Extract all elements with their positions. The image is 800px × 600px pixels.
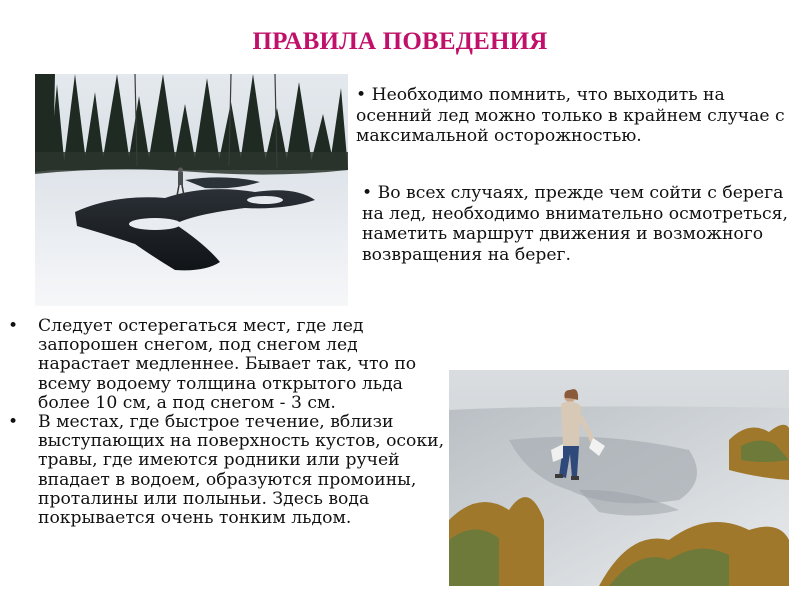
list-item — [8, 317, 448, 413]
list-item — [8, 413, 448, 528]
bullet-marker: • — [8, 412, 19, 433]
bullet-marker: • — [8, 316, 19, 336]
page-title: ПРАВИЛА ПОВЕДЕНИЯ — [252, 28, 548, 55]
paragraph-caution: • Необходимо помнить, что выходить на осенний лед можно только в крайнем случае с максимальной осторожностью. — [356, 85, 785, 146]
photo-frozen-forest-river — [35, 74, 348, 306]
list-item-text: В местах, где быстрое течение, вблизи выступающих на поверхность кустов, осоки, травы, где имеются родники или ручей впадает в водоем, образуются промоины, проталины или полыньи. Здесь вода покрывается очень тонким льдом. — [38, 412, 445, 529]
photo-person-on-thin-ice — [449, 370, 789, 586]
bullet-list — [8, 317, 448, 528]
list-item-text: Следует остерегаться мест, где лед запорошен снегом, под снегом лед нарастает медленнее. Бывает так, что по всему водоему толщина открытого льда более 10 см, а под снегом - 3 см. — [38, 316, 417, 413]
paragraph-inspect-route: • Во всех случаях, прежде чем сойти с берега на лед, необходимо внимательно осмотреться, наметить маршрут движения и возможного возвращения на берег. — [362, 183, 788, 265]
